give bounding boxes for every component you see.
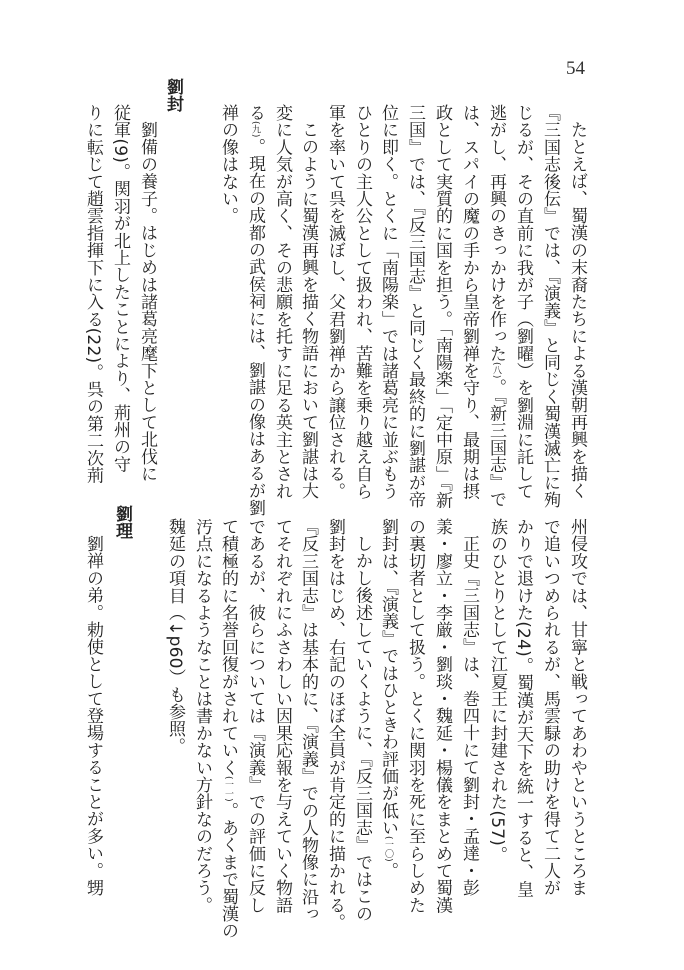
line-text-continued: 。 [378, 862, 398, 880]
entry-heading: 劉封 [163, 78, 183, 112]
text-line [379, 518, 397, 879]
text-line [379, 104, 397, 500]
line-text: は、スパイの魔の手から皇帝劉禅を守り、最期は摂 [459, 104, 479, 500]
text-line [514, 518, 532, 898]
line-text: 州侵攻では、甘寧と戦ってあわやというところま [567, 518, 587, 897]
line-text-continued: 。『新三国志』で [486, 378, 506, 508]
text-line [487, 104, 505, 508]
text-line [84, 104, 102, 484]
text-line [433, 104, 451, 509]
line-text: 劉封は、『演義』ではひときわ評価が低い [378, 518, 398, 837]
text-line [193, 518, 211, 914]
text-line [111, 104, 129, 473]
line-text: りに転じて趙雲指揮下に入る(22)。呉の第二次荊 [83, 104, 103, 484]
line-text: たとえば、蜀漢の末裔たちによる漢朝再興を描く [567, 121, 587, 500]
line-text: で追いつめられるが、馬雲騄の助けを得て二人が [540, 518, 560, 897]
line-text: 政として実質的に国を担う。「南陽楽」「定中原」『新 [432, 104, 452, 509]
text-line [488, 518, 506, 863]
line-text: る [245, 104, 265, 122]
text-line [246, 104, 264, 516]
line-text: てそれぞれにふさわしい因果応報を与えていく物語 [272, 518, 292, 914]
text-line [353, 104, 371, 500]
text-line [273, 104, 291, 500]
line-text: て積極的に名誉回復がされていく [218, 518, 238, 776]
line-text: 羕・廖立・李厳・劉琰・魏延・楊儀をまとめて蜀漢 [432, 518, 452, 914]
footnote-marker: (一一) [223, 776, 233, 802]
line-text: 『反三国志』は基本的に、『演義』での人物像に沿っ [298, 518, 318, 923]
text-line [568, 518, 586, 896]
line-text-continued: 。現在の成都の武侯祠には、劉諶の像はあるが劉 [245, 137, 265, 517]
entry-heading: 劉理 [112, 505, 132, 539]
text-line [273, 518, 291, 914]
text-line [138, 104, 156, 482]
line-text: 汚点になるようなことは書かない方針なのだろう。 [192, 518, 212, 914]
line-text: しかし後述していくように、『反三国志』ではこの [352, 535, 372, 923]
line-text: 軍を率いて呉を滅ぼし、父君劉禅から譲位される。 [325, 104, 345, 500]
text-line [541, 104, 559, 508]
line-text: 劉封をはじめ、右記のほぼ全員が肯定的に描かれる。 [325, 518, 345, 931]
line-text: かりで退けた(24)。蜀漢が天下を統一すると、皇 [513, 518, 533, 898]
text-line [541, 518, 559, 896]
line-text: であるが、彼らについては『演義』での評価に反し [245, 518, 265, 914]
footnote-marker: (九) [250, 121, 260, 138]
line-text: このように蜀漢再興を描く物語において劉諶は大 [298, 121, 318, 500]
text-line [460, 104, 478, 500]
line-text: 劉禅の弟。勅使として登場することが多い。甥 [83, 535, 103, 897]
line-text: の裏切者として扱う。とくに関羽を死に至らしめた [405, 518, 425, 914]
text-line [219, 104, 237, 224]
line-text: 禅の像はない。 [218, 104, 238, 225]
text-line [84, 518, 102, 896]
line-text: じるが、その直前に我が子（劉曜）を劉淵に託して [513, 104, 533, 500]
line-text: 位に即く。とくに「南陽楽」では諸葛亮に並ぶもう [378, 104, 398, 500]
footnote-marker: (一〇) [383, 836, 393, 863]
text-line [299, 518, 317, 922]
line-text: 従軍(9)。関羽が北上したことにより、荊州の守 [110, 104, 130, 473]
line-text: 『三国志後伝』では、『演義』と同じく蜀漢滅亡に殉 [540, 104, 560, 509]
line-text: 三国』では、『反三国志』と同じく最終的に劉諶が帝 [405, 104, 425, 509]
text-line [246, 518, 264, 914]
text-line [514, 104, 532, 500]
line-text: 劉備の養子。はじめは諸葛亮麾下として北伐に [137, 121, 157, 483]
text-line [433, 518, 451, 914]
text-line [326, 518, 344, 931]
text-line [326, 104, 344, 500]
text-line [406, 104, 424, 508]
text-line [353, 518, 371, 922]
line-text: 変に人気が高く、その悲願を托すに足る英主とされ [272, 104, 292, 500]
line-text: 正史『三国志』は、巻四十にて劉封・孟達・彭 [459, 535, 479, 897]
text-line [406, 518, 424, 914]
line-text: 逃がし、再興のきっかけを作った [486, 104, 506, 362]
text-line [460, 518, 478, 896]
text-line [219, 518, 237, 939]
text-line [166, 518, 184, 755]
page-number: 54 [566, 58, 585, 79]
line-text-continued: 。あくまで蜀漢の [218, 801, 238, 940]
line-text: 魏延の項目（↓p60）も参照。 [165, 518, 185, 755]
line-text: ひとりの主人公として扱われ、苦難を乗り越え自ら [352, 104, 372, 500]
footnote-marker: (八) [491, 362, 501, 379]
text-line [568, 104, 586, 499]
line-text: 族のひとりとして江夏王に封建された(57)。 [487, 518, 507, 864]
text-line [299, 104, 317, 499]
